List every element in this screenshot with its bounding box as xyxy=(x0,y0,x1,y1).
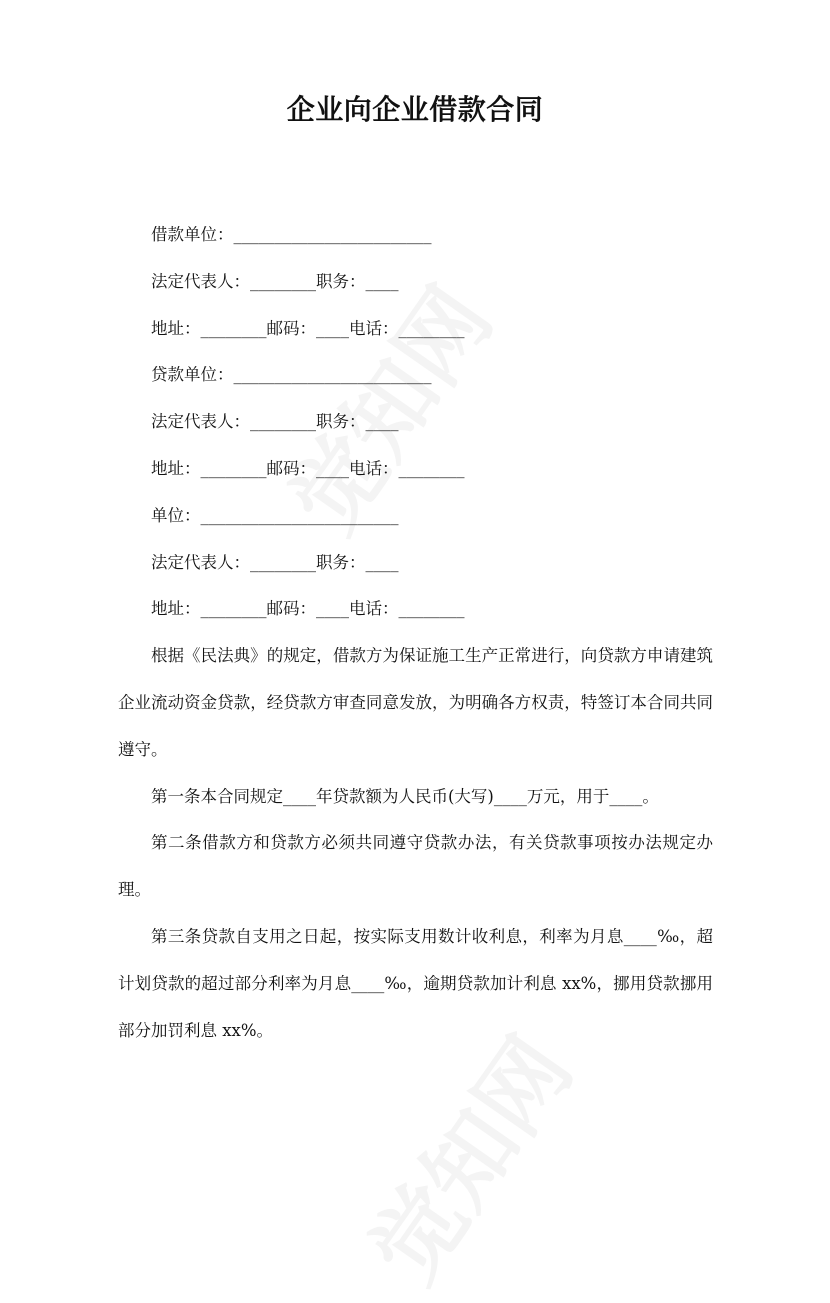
third-address-line: 地址：________邮码：____电话：________ xyxy=(151,599,465,619)
lender-unit-line: 贷款单位：________________________ xyxy=(151,365,432,385)
borrower-unit-line: 借款单位：________________________ xyxy=(151,225,432,244)
preamble-paragraph: 根据《民法典》的规定，借款方为保证施工生产正常进行，向贷款方申请建筑企业流动资金贷款，经贷款方审查同意发放，为明确各方权责，特签订本合同共同遵守。 xyxy=(118,646,713,759)
article-1: 第一条本合同规定____年贷款额为人民币(大写)____万元，用于____。 xyxy=(151,786,659,806)
lender-representative-line: 法定代表人：________职务：____ xyxy=(151,412,399,432)
document-body xyxy=(118,212,713,1054)
borrower-representative-line: 法定代表人：________职务：____ xyxy=(151,271,399,291)
article-2: 第二条借款方和贷款方必须共同遵守贷款办法，有关贷款事项按办法规定办理。 xyxy=(118,833,713,900)
document-title: 企业向企业借款合同 xyxy=(286,93,544,126)
article-3: 第三条贷款自支用之日起，按实际支用数计收利息，利率为月息____‰，超计划贷款的超过部分利率为月息____‰，逾期贷款加计利息 xx%，挪用贷款挪用部分加罚利息 xx%。 xyxy=(118,926,713,1040)
borrower-address-line: 地址：________邮码：____电话：________ xyxy=(151,318,465,338)
third-unit-line: 单位：________________________ xyxy=(151,505,399,525)
third-representative-line: 法定代表人：________职务：____ xyxy=(151,552,399,572)
lender-address-line: 地址：________邮码：____电话：________ xyxy=(151,458,465,478)
